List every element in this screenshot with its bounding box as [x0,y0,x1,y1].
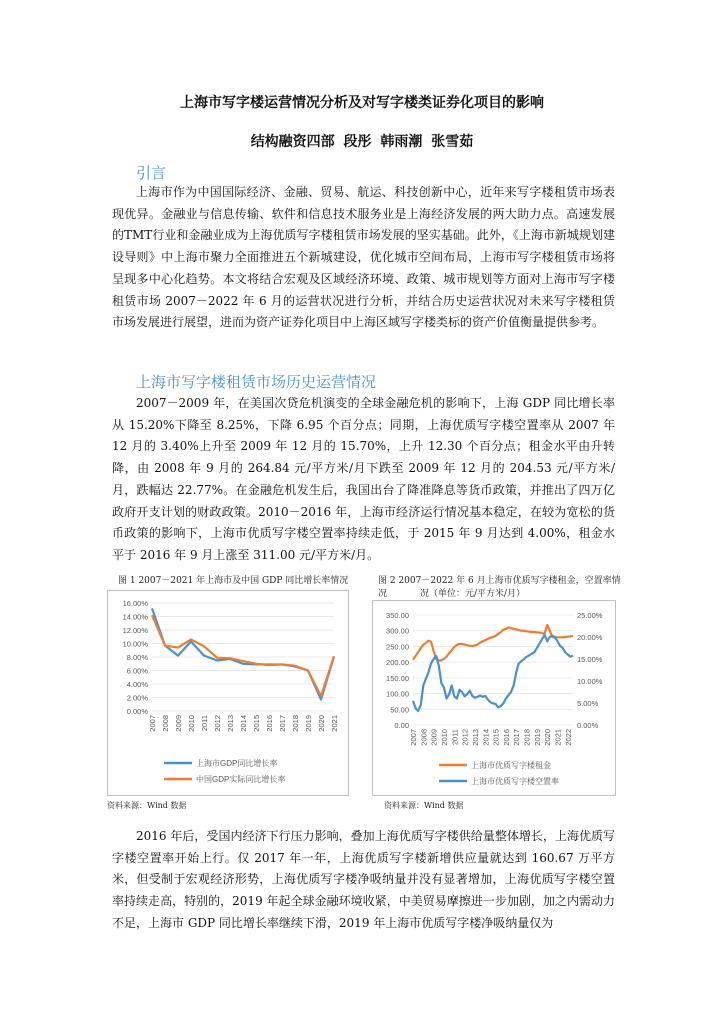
y-right-tick-label: 0.00% [577,721,599,730]
legend-label-1: 上海市GDP同比增长率 [196,759,278,768]
x-tick-label: 2014 [481,729,491,746]
series-line-1 [152,608,334,699]
figure1-svg [108,591,348,795]
y-left-tick-label: 50.00 [390,705,409,715]
x-tick-label: 2018 [291,715,300,732]
intro-paragraph [112,182,615,334]
y-right-tick-label: 15.00% [577,655,603,664]
x-tick-label: 2017 [278,715,287,732]
figure1-source: 资料来源：Wind 数据 [107,801,187,810]
x-tick-label: 2019 [532,729,542,746]
x-tick-label: 2017 [512,729,522,746]
x-tick-label: 2014 [239,715,248,732]
figure2-caption-line2: 况（单位：元/平方米/月） [420,589,526,599]
x-tick-label: 2012 [460,729,470,746]
y-right-tick-label: 5.00% [577,699,599,708]
legend-label-2: 上海市优质写字楼空置率 [471,777,559,786]
section-heading-intro: 引言 [136,164,167,182]
figure2-caption-line1: 图 2 2007－2022 年 6 月上海市优质写字楼租金，空置率情况 [378,576,621,599]
x-tick-label: 2018 [522,729,532,746]
y-tick-label: 6.00% [126,666,148,676]
y-left-tick-label: 300.00 [386,626,409,636]
y-right-tick-label: 25.00% [577,611,603,620]
x-tick-label: 2016 [501,729,511,746]
continuation-text: 2016 年后，受国内经济下行压力影响，叠加上海优质写字楼供给量整体增长，上海优质写字楼空置率开始上行。仅 2017 年一年，上海优质写字楼新增供应量就达到 160.67 万平方米，但受制于宏观经济形势，上海优质写字楼净吸纳量并没有显著增加，上海优质写字楼空置率持续走高，特别的，2019 年起全球金融环境收紧，中美贸易摩擦进一步加剧，加之内需动力不足，上海市 GDP 同比增长率继续下滑，2019 年上海市优质写字楼净吸纳量仅为 [112,829,615,930]
figure1-caption: 图 1 2007－2021 年上海市及中国 GDP 同比增长率情况 [118,576,349,586]
figure2-source: 资料来源：Wind 数据 [384,801,464,810]
figure2-svg [373,601,615,795]
history-paragraph [112,393,615,567]
x-tick-label: 2015 [252,715,261,732]
x-tick-label: 2008 [161,715,170,732]
y-tick-label: 4.00% [126,680,148,689]
y-right-tick-label: 20.00% [577,633,603,642]
y-tick-label: 0.00% [126,707,148,716]
x-tick-label: 2009 [429,729,439,746]
x-tick-label: 2008 [419,729,429,746]
x-tick-label: 2013 [470,729,480,746]
paper-title: 上海市写字楼运营情况分析及对写字楼类证券化项目的影响 [180,95,544,111]
y-left-tick-label: 350.00 [386,611,409,620]
x-tick-label: 2022 [563,729,573,746]
y-tick-label: 12.00% [122,626,148,635]
x-tick-label: 2013 [226,715,235,732]
x-tick-label: 2016 [265,715,274,732]
x-tick-label: 2021 [330,715,339,732]
history-text: 2007－2009 年，在美国次贷危机演变的全球金融危机的影响下，上海 GDP 同比增长率从 15.20%下降至 8.25%，下降 6.95 个百分点；同期，上海优质写字楼空置率从 2007 年 12 月的 3.40%上升至 2009 年 12 月的 15.70%，上升 12.30 个百分点；租金水平由升转降，由 2008 年 9 月的 264.84 元/平方米/月下跌至 2009 年 12 月的 204.53 元/平方米/月，跌幅达 22.77%。在金融危机发生后，我国出台了降准降息等货币政策，并推出了四万亿政府开支计划的财政政策。2010－2016 年，上海市经济运行情况基本稳定，在较为宽松的货币政策的影响下，上海市优质写字楼空置率持续走低，于 2015 年 9 月达到 4.00%，租金水平于 2016 年 9 月上涨至 311.00 元/平方米/月。 [112,396,615,562]
intro-text: 上海市作为中国国际经济、金融、贸易、航运、科技创新中心，近年来写字楼租赁市场表现优异。金融业与信息传输、软件和信息技术服务业是上海经济发展的两大助力点。高速发展的TMT行业和金融业成为上海优质写字楼租赁市场发展的坚实基础。此外，《上海市新城规划建设导则》中上海市聚力全面推进五个新城建设，优化城市空间布局，上海市写字楼租赁市场将呈现多中心化趋势。本文将结合宏观及区域经济环境、政策、城市规划等方面对上海市写字楼租赁市场 2007－2022 年 6 月的运营状况进行分析，并结合历史运营状况对未来写字楼租赁市场发展进行展望，进而为资产证券化项目中上海区域写字楼类标的资产价值衡量提供参考。 [112,185,615,330]
x-tick-label: 2020 [317,715,326,732]
continuation-paragraph [112,826,615,935]
section-heading-history: 上海市写字楼租赁市场历史运营情况 [136,373,377,391]
y-left-tick-label: 200.00 [386,658,409,668]
y-tick-label: 16.00% [122,599,148,608]
y-right-tick-label: 10.00% [577,677,603,686]
x-tick-label: 2015 [491,729,501,746]
x-tick-label: 2019 [304,715,313,732]
legend-label-2: 中国GDP实际同比增长率 [196,775,286,784]
x-tick-label: 2020 [543,729,553,746]
x-tick-label: 2012 [213,715,222,732]
x-tick-label: 2010 [187,715,196,732]
x-tick-label: 2011 [450,729,460,746]
y-tick-label: 14.00% [122,612,148,622]
figure1-chart [107,590,349,796]
x-tick-label: 2009 [174,715,183,732]
y-tick-label: 10.00% [122,639,148,649]
x-tick-label: 2021 [553,729,563,746]
y-left-tick-label: 100.00 [386,689,409,699]
y-left-tick-label: 150.00 [386,673,409,683]
x-tick-label: 2010 [439,729,449,746]
authors: 结构融资四部 段彤 韩雨潮 张雪茹 [250,134,474,150]
legend-label-1: 上海市优质写字楼租金 [471,761,551,770]
y-tick-label: 8.00% [126,653,148,662]
x-tick-label: 2007 [148,715,157,732]
x-tick-label: 2011 [200,715,209,732]
x-tick-label: 2007 [409,729,418,746]
y-left-tick-label: 250.00 [386,642,409,652]
figure2-chart [372,600,616,796]
y-left-tick-label: 0.00 [394,721,409,730]
y-tick-label: 2.00% [126,693,148,703]
